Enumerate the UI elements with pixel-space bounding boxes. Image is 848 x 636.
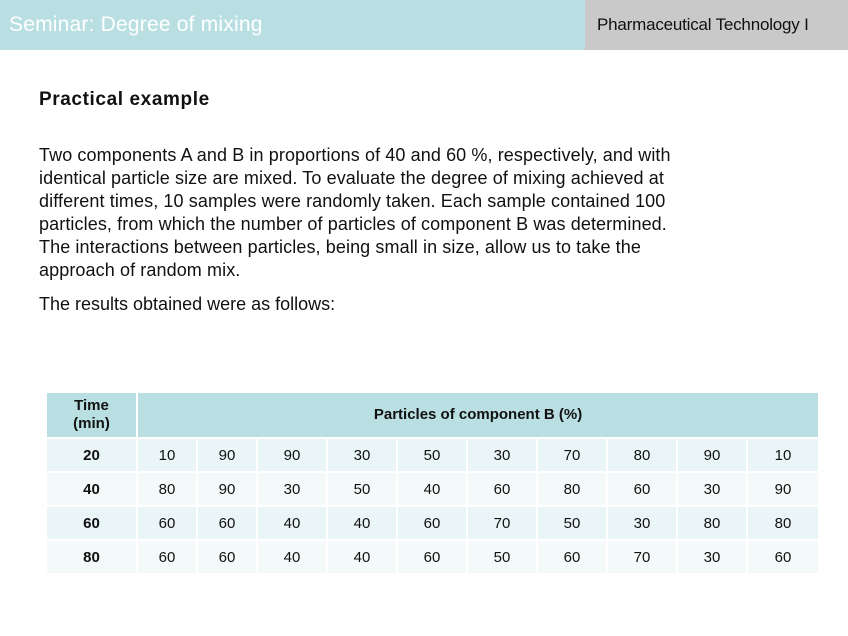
paragraph-line: particles, from which the number of particles of component B was determined.: [39, 214, 667, 234]
paragraph-line: Two components A and B in proportions of 40 and 60 %, respectively, and with: [39, 145, 671, 165]
time-column-header: [46, 392, 137, 438]
time-cell: 60: [46, 506, 137, 540]
value-cell: 60: [537, 540, 607, 574]
table-header-row: [46, 392, 819, 438]
paragraph-line: approach of random mix.: [39, 260, 241, 280]
results-table: [45, 391, 820, 575]
value-cell: 80: [607, 438, 677, 472]
paragraph-line: The interactions between particles, being small in size, allow us to take the: [39, 237, 642, 257]
time-cell: 40: [46, 472, 137, 506]
value-cell: 90: [197, 438, 257, 472]
value-cell: 30: [467, 438, 537, 472]
table-row: [46, 438, 819, 472]
paragraph-line: different times, 10 samples were randomly taken. Each sample contained 100: [39, 191, 666, 211]
value-cell: 90: [197, 472, 257, 506]
value-cell: 40: [257, 506, 327, 540]
course-tab: [585, 0, 848, 50]
value-cell: 60: [197, 506, 257, 540]
value-cell: 30: [607, 506, 677, 540]
value-cell: 60: [137, 506, 197, 540]
value-cell: 60: [197, 540, 257, 574]
value-cell: 30: [677, 472, 747, 506]
course-label: Pharmaceutical Technology I: [597, 15, 809, 34]
value-cell: 70: [537, 438, 607, 472]
value-cell: 30: [677, 540, 747, 574]
value-cell: 60: [747, 540, 819, 574]
value-cell: 60: [397, 540, 467, 574]
value-cell: 40: [257, 540, 327, 574]
value-cell: 60: [467, 472, 537, 506]
value-cell: 80: [137, 472, 197, 506]
value-cell: 40: [397, 472, 467, 506]
table-row: [46, 472, 819, 506]
problem-description: [39, 144, 799, 282]
value-cell: 50: [467, 540, 537, 574]
value-cell: 40: [327, 506, 397, 540]
results-intro: The results obtained were as follows:: [39, 294, 336, 314]
value-cell: 10: [747, 438, 819, 472]
time-cell: 80: [46, 540, 137, 574]
table-row: [46, 506, 819, 540]
value-cell: 80: [747, 506, 819, 540]
value-cell: 80: [537, 472, 607, 506]
value-cell: 70: [467, 506, 537, 540]
time-cell: 20: [46, 438, 137, 472]
value-cell: 90: [677, 438, 747, 472]
particles-column-header: Particles of component B (%): [137, 392, 819, 438]
table-row: [46, 540, 819, 574]
header-bar: [0, 0, 848, 50]
seminar-title: Seminar: Degree of mixing: [9, 13, 263, 36]
value-cell: 40: [327, 540, 397, 574]
value-cell: 60: [607, 472, 677, 506]
value-cell: 10: [137, 438, 197, 472]
time-header-label: Time (min): [73, 397, 110, 432]
section-heading: Practical example: [39, 89, 210, 110]
value-cell: 90: [257, 438, 327, 472]
value-cell: 60: [397, 506, 467, 540]
value-cell: 30: [327, 438, 397, 472]
value-cell: 30: [257, 472, 327, 506]
value-cell: 50: [327, 472, 397, 506]
value-cell: 50: [397, 438, 467, 472]
value-cell: 50: [537, 506, 607, 540]
value-cell: 70: [607, 540, 677, 574]
value-cell: 90: [747, 472, 819, 506]
paragraph-line: identical particle size are mixed. To evaluate the degree of mixing achieved at: [39, 168, 664, 188]
value-cell: 80: [677, 506, 747, 540]
value-cell: 60: [137, 540, 197, 574]
